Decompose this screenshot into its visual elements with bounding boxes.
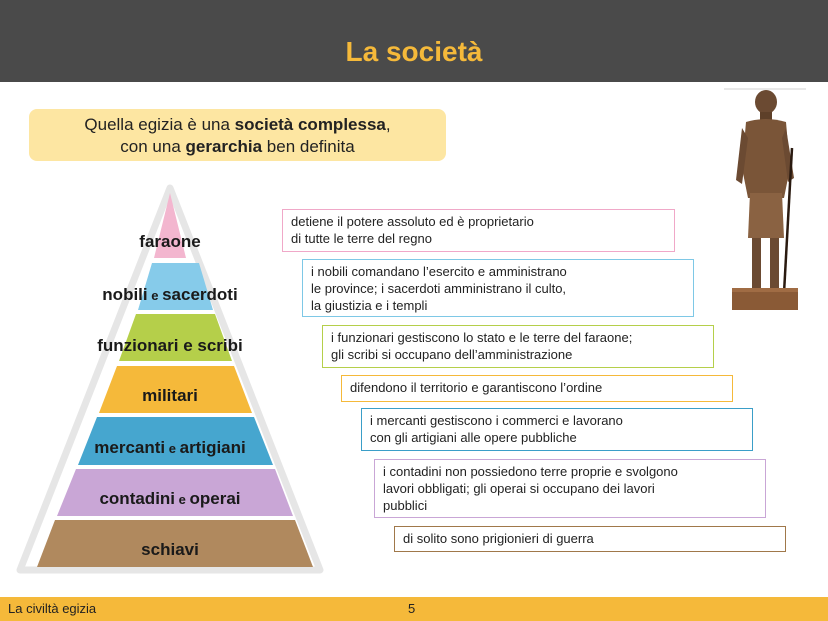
description-box-faraone [282, 209, 675, 252]
description-line: i contadini non possiedono terre proprie e svolgono [383, 464, 678, 479]
level-text: militari [142, 386, 198, 405]
description-box-funzionari [322, 325, 714, 368]
level-conj: e [175, 492, 190, 507]
description-line: i funzionari gestiscono lo stato e le terre del faraone; [331, 330, 633, 345]
level-conj: e [147, 288, 163, 303]
description-line: le province; i sacerdoti amministrano il culto, [311, 281, 567, 296]
description-line: di tutte le terre del regno [291, 231, 432, 246]
level-text: sacerdoti [162, 285, 238, 304]
level-label-contadini [0, 489, 340, 509]
level-text: schiavi [141, 540, 199, 559]
level-label-mercanti [0, 438, 340, 458]
description-line: lavori obbligati; gli operai si occupano dei lavori [383, 481, 655, 496]
level-label-nobili [0, 285, 340, 305]
level-conj: e [165, 441, 180, 456]
description-line: i nobili comandano l’esercito e amministrano [311, 264, 567, 279]
description-box-contadini [374, 459, 766, 518]
page-title: La società [345, 36, 483, 67]
footer-title: La civiltà egizia [8, 601, 97, 616]
level-text: funzionari e scribi [97, 336, 243, 355]
description-box-militari [341, 375, 733, 402]
description-line: gli scribi si occupano dell’amministrazione [331, 347, 573, 362]
egyptian-statue-image [724, 88, 806, 314]
intro-text: con una [120, 137, 186, 156]
level-label-schiavi [0, 540, 340, 560]
level-text: nobili [102, 285, 148, 304]
intro-text: ben definita [262, 137, 355, 156]
level-text: mercanti [94, 438, 166, 457]
page-number: 5 [408, 601, 416, 616]
description-line: la giustizia e i templi [311, 298, 428, 313]
level-text: operai [189, 489, 241, 508]
description-line: difendono il territorio e garantiscono l’ordine [350, 380, 603, 395]
footer-bar [0, 597, 828, 621]
description-line: pubblici [383, 498, 428, 513]
intro-bold: società complessa [234, 115, 386, 134]
description-box-mercanti [361, 408, 753, 451]
level-label-funzionari [0, 336, 340, 356]
description-line: con gli artigiani alle opere pubbliche [370, 430, 577, 445]
description-line: i mercanti gestiscono i commerci e lavorano [370, 413, 623, 428]
intro-text: Quella egizia è una [84, 115, 235, 134]
description-line: detiene il potere assoluto ed è proprietario [291, 214, 534, 229]
description-box-nobili [302, 259, 694, 317]
description-line: di solito sono prigionieri di guerra [403, 531, 594, 546]
description-box-schiavi [394, 526, 786, 552]
level-text: artigiani [179, 438, 246, 457]
level-label-militari [0, 386, 340, 406]
level-text: contadini [99, 489, 176, 508]
intro-text: , [385, 115, 391, 134]
intro-bold: gerarchia [185, 137, 263, 156]
level-text: faraone [139, 232, 201, 251]
